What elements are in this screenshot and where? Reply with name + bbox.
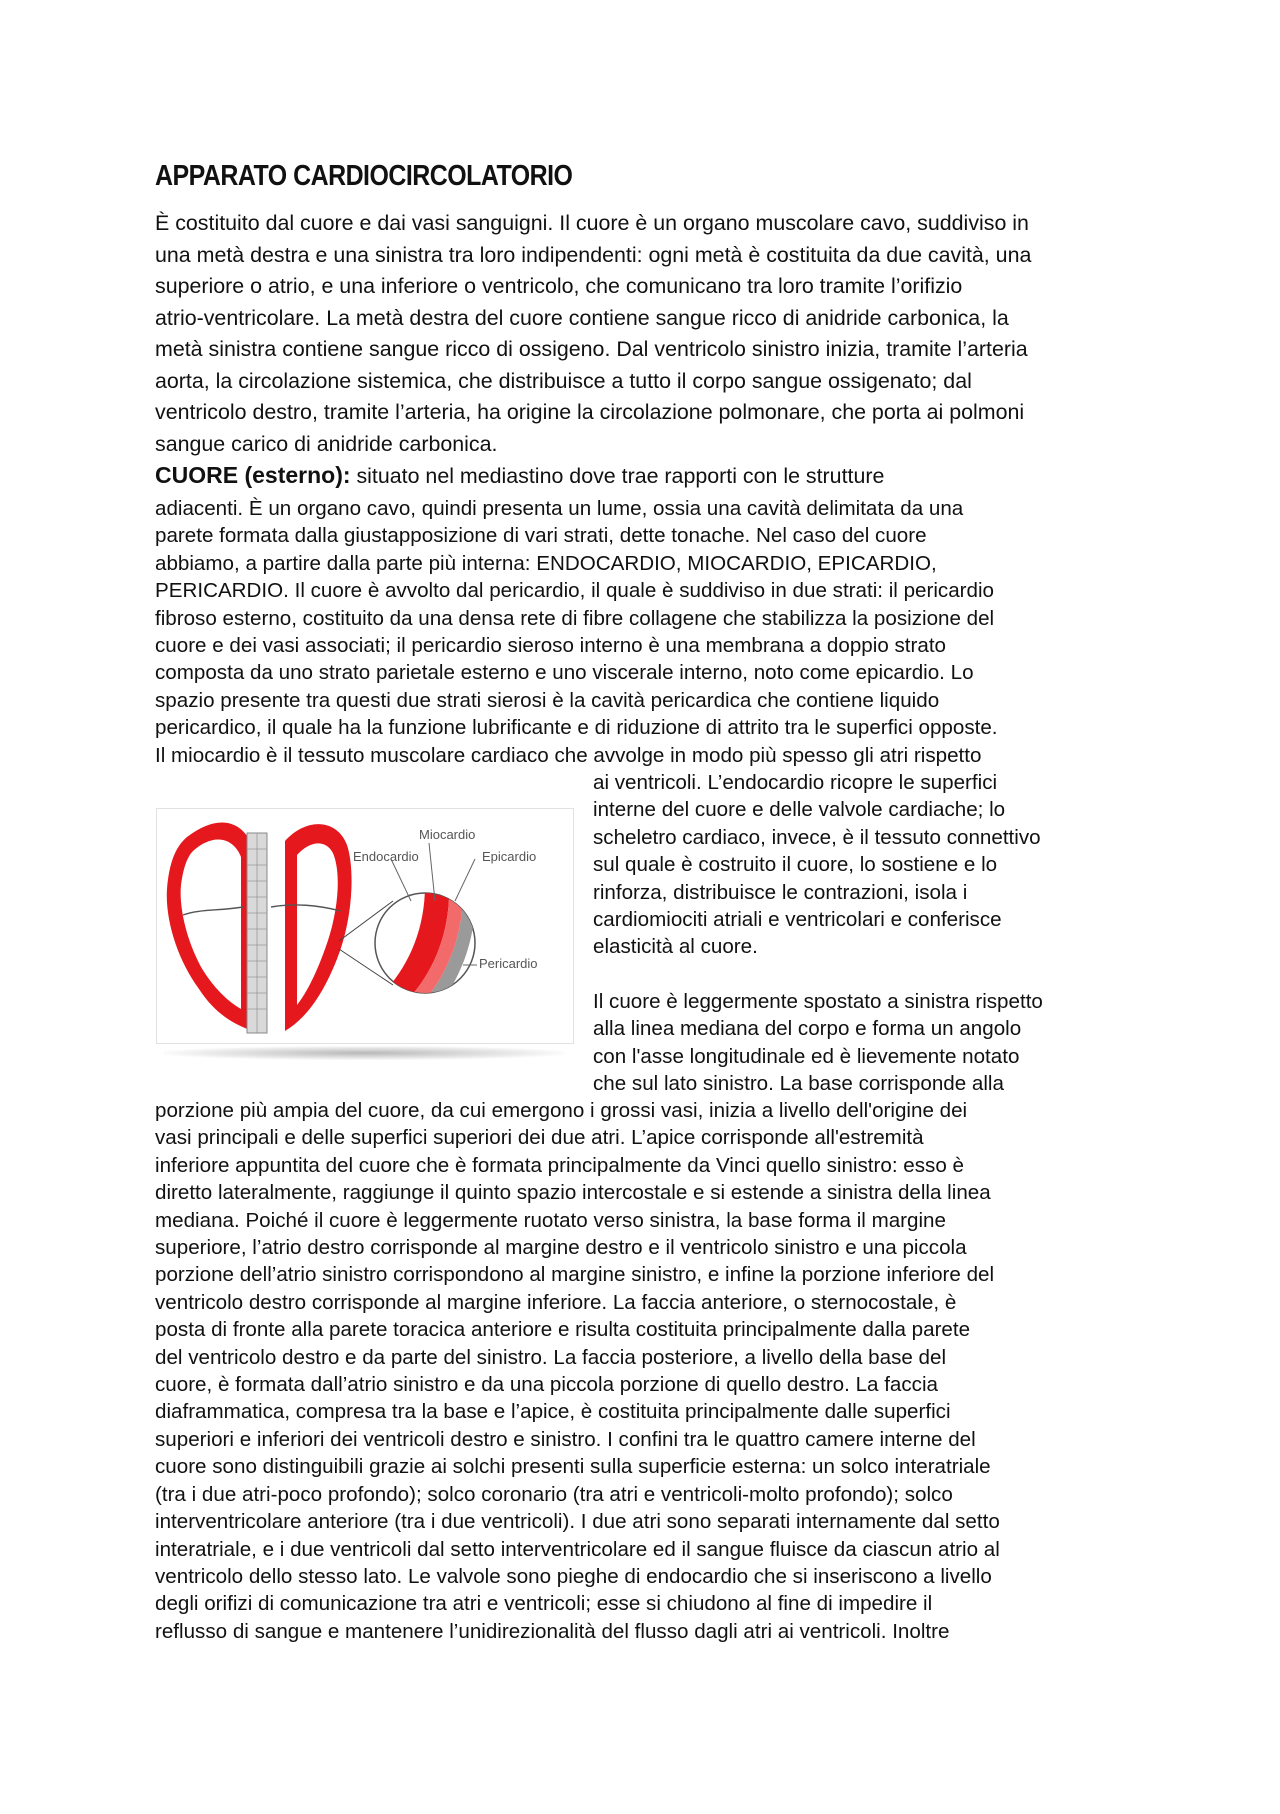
bottom-line: diretto lateralmente, raggiunge il quinto spazio intercostale e si estende a sinistra della linea bbox=[155, 1181, 991, 1205]
side-line: elasticità al cuore. bbox=[593, 935, 758, 959]
side-paragraph-1 bbox=[593, 769, 1133, 961]
heart-diagram bbox=[157, 809, 573, 1043]
label-miocardio: Miocardio bbox=[419, 827, 476, 842]
side-line: alla linea mediana del corpo e forma un angolo bbox=[593, 1017, 1022, 1041]
bottom-line: inferiore appuntita del cuore che è formata principalmente da Vinci quello sinistro: esso è bbox=[155, 1153, 964, 1177]
figure-shadow bbox=[164, 1046, 564, 1060]
bottom-line: ventricolo destro corrisponde al margine inferiore. La faccia anteriore, o sternocostale, è bbox=[155, 1290, 957, 1314]
intro-line: una metà destra e una sinistra tra loro indipendenti: ogni metà è costituita da due cavità, una bbox=[155, 242, 1032, 267]
body-line: PERICARDIO. Il cuore è avvolto dal pericardio, il quale è suddiviso in due strati: il pericardio bbox=[155, 579, 995, 603]
bottom-line: ventricolo dello stesso lato. Le valvole sono pieghe di endocardio che si inseriscono a livello bbox=[155, 1564, 992, 1588]
bottom-line: porzione dell’atrio sinistro corrispondono al margine sinistro, e infine la porzione inferiore del bbox=[155, 1263, 995, 1287]
intro-line: metà sinistra contiene sangue ricco di ossigeno. Dal ventricolo sinistro inizia, tramite l’arteria bbox=[155, 337, 1028, 361]
bottom-line: porzione più ampia del cuore, da cui emergono i grossi vasi, inizia a livello dell'origine dei bbox=[155, 1099, 968, 1122]
bottom-line: (tra i due atri-poco profondo); solco coronario (tra atri e ventricoli-molto profondo); solco bbox=[155, 1482, 953, 1506]
cuore-first-line: situato nel mediastino dove trae rapporti con le strutture bbox=[350, 464, 885, 488]
label-epicardio: Epicardio bbox=[482, 849, 537, 864]
intro-paragraph bbox=[155, 208, 1135, 460]
bottom-line: mediana. Poiché il cuore è leggermente ruotato verso sinistra, la base forma il margine bbox=[155, 1208, 946, 1232]
bottom-line: reflusso di sangue e mantenere l’unidirezionalità del flusso dagli atri ai ventricoli. Inoltre bbox=[155, 1619, 950, 1643]
label-endocardio: Endocardio bbox=[353, 849, 419, 864]
intro-line: È costituito dal cuore e dai vasi sanguigni. Il cuore è un organo muscolare cavo, suddiviso in bbox=[155, 211, 1029, 235]
side-paragraph-2 bbox=[593, 988, 1133, 1098]
side-line: cardiomiociti atriali e ventricolari e conferisce bbox=[593, 908, 1002, 932]
side-line: scheletro cardiaco, invece, è il tessuto connettivo bbox=[593, 825, 1041, 849]
pointer-line bbox=[429, 843, 435, 901]
bottom-line: superiore, l’atrio destro corrisponde al margine destro e il ventricolo sinistro e una piccola bbox=[155, 1236, 967, 1260]
body-line: spazio presente tra questi due strati sierosi è la cavità pericardica che contiene liquido bbox=[155, 688, 940, 712]
pointer-line bbox=[455, 859, 475, 901]
body-line: Il miocardio è il tessuto muscolare cardiaco che avvolge in modo più spesso gli atri rispetto bbox=[155, 743, 982, 767]
intro-line: atrio-ventricolare. La metà destra del cuore contiene sangue ricco di anidride carbonica, la bbox=[155, 305, 1009, 330]
body-line: pericardico, il quale ha la funzione lubrificante e di riduzione di attrito tra le superfici opposte. bbox=[155, 716, 998, 740]
side-line: che sul lato sinistro. La base corrisponde alla bbox=[593, 1072, 1004, 1096]
side-line: con l'asse longitudinale ed è lievemente notato bbox=[593, 1044, 1020, 1068]
intro-line: superiore o atrio, e una inferiore o ventricolo, che comunicano tra loro tramite l’orifizio bbox=[155, 274, 963, 298]
heart-wall-figure bbox=[156, 808, 574, 1044]
bottom-line: del ventricolo destro e da parte del sinistro. La faccia posteriore, a livello della base del bbox=[155, 1345, 947, 1369]
cuore-section-label: CUORE (esterno): bbox=[155, 462, 351, 488]
bottom-line: superiori e inferiori dei ventricoli destro e sinistro. I confini tra le quattro camere interne del bbox=[155, 1427, 976, 1451]
side-line: ai ventricoli. L’endocardio ricopre le superfici bbox=[593, 771, 998, 794]
bottom-line: cuore, è formata dall’atrio sinistro e da una piccola porzione di quello destro. La faccia bbox=[155, 1373, 939, 1397]
body-line: composta da uno strato parietale esterno e uno viscerale interno, noto come epicardio. Lo bbox=[155, 661, 974, 685]
intro-line: sangue carico di anidride carbonica. bbox=[155, 431, 498, 456]
label-pericardio: Pericardio bbox=[479, 956, 538, 971]
figure-frame bbox=[156, 808, 574, 1044]
body-line: adiacenti. È un organo cavo, quindi presenta un lume, ossia una cavità delimitata da una bbox=[155, 497, 964, 520]
body-line: parete formata dalla giustapposizione di vari strati, dette tonache. Nel caso del cuore bbox=[155, 524, 927, 548]
bottom-line: interatriale, e i due ventricoli dal setto interventricolare ed il sangue fluisce da ciascun atrio al bbox=[155, 1537, 1000, 1561]
bottom-line: interventricolare anteriore (tra i due ventricoli). I due atri sono separati internamente dal setto bbox=[155, 1510, 1000, 1534]
bottom-line: diaframmatica, compresa tra la base e l’apice, è costituita principalmente dalle superfici bbox=[155, 1400, 951, 1424]
body-line: cuore e dei vasi associati; il pericardio sieroso interno è una membrana a doppio strato bbox=[155, 634, 946, 658]
bottom-line: vasi principali e delle superfici superiori dei due atri. L’apice corrisponde all'estremità bbox=[155, 1126, 924, 1150]
intro-line: ventricolo destro, tramite l’arteria, ha origine la circolazione polmonare, che porta ai polmoni bbox=[155, 400, 1025, 424]
body-line: abbiamo, a partire dalla parte più interna: ENDOCARDIO, MIOCARDIO, EPICARDIO, bbox=[155, 551, 937, 575]
bottom-line: posta di fronte alla parete toracica anteriore e risulta costituita principalmente dalla parete bbox=[155, 1318, 971, 1342]
side-line: sul quale è costruito il cuore, lo sostiene e lo bbox=[593, 853, 998, 877]
page-title: APPARATO CARDIOCIRCOLATORIO bbox=[155, 160, 573, 192]
bottom-line: degli orifizi di comunicazione tra atri e ventricoli; esse si chiudono al fine di impedire il bbox=[155, 1592, 933, 1616]
bottom-line: cuore sono distinguibili grazie ai solchi presenti sulla superficie esterna: un solco interatriale bbox=[155, 1455, 991, 1479]
cuore-paragraph bbox=[155, 495, 1135, 769]
side-line: Il cuore è leggermente spostato a sinistra rispetto bbox=[593, 990, 1043, 1013]
intro-line: aorta, la circolazione sistemica, che distribuisce a tutto il corpo sangue ossigenato; dal bbox=[155, 368, 972, 393]
body-line: fibroso esterno, costituito da una densa rete di fibre collagene che stabilizza la posizione del bbox=[155, 606, 995, 630]
side-line: interne del cuore e delle valvole cardiache; lo bbox=[593, 798, 1006, 822]
side-line: rinforza, distribuisce le contrazioni, isola i bbox=[593, 880, 968, 904]
pointer-line bbox=[391, 859, 411, 901]
bottom-paragraph bbox=[155, 1097, 1135, 1645]
cuore-heading-line bbox=[155, 460, 884, 492]
